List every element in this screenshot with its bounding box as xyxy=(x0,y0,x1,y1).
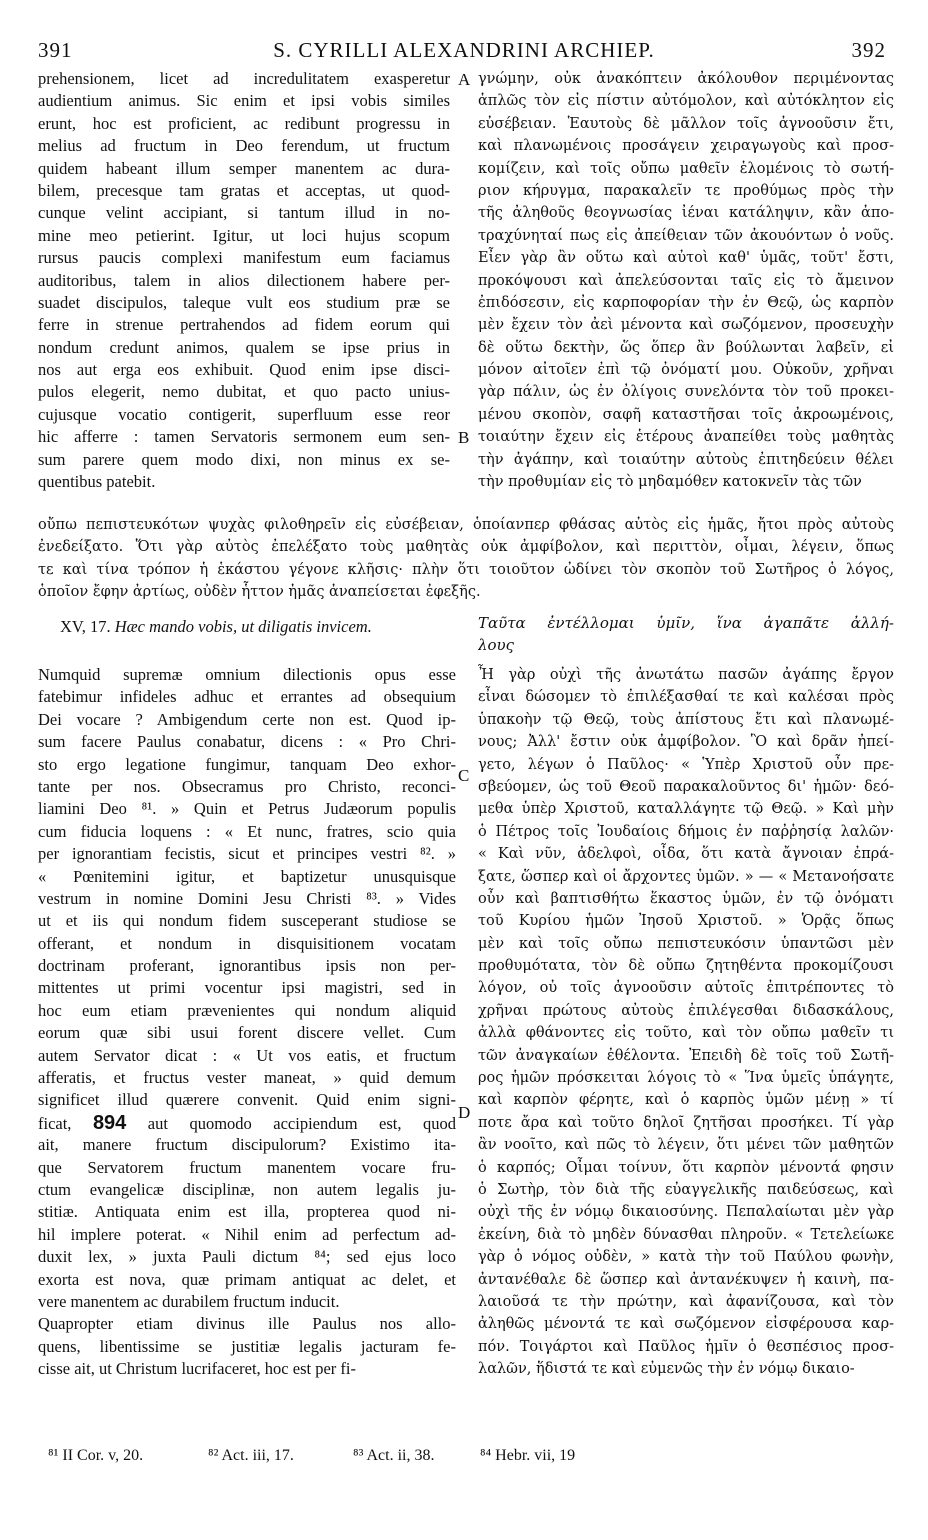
text-line: λόγον, οὐ τοῖς ἀγνοοῦσιν αὐτοῖς ἐπιτρέποντες τὸ xyxy=(478,980,894,997)
text-line: πόν. Τοιγάρτοι καὶ Παῦλος ἡμῖν ὁ θεσπέσιος προσ- xyxy=(478,1338,894,1355)
footnote: ⁸¹ II Cor. v, 20. xyxy=(48,1447,144,1464)
text-line: vere manentem ac durabilem fructum inducit. xyxy=(38,1291,340,1311)
footnote: ⁸⁴ Hebr. vii, 19 xyxy=(480,1447,576,1464)
text-line: Ἦ γὰρ οὐχὶ τῆς ἀνωτάτω πασῶν ἀγάπης ἔργον xyxy=(478,667,894,683)
greek-column-top xyxy=(478,68,894,493)
text-line: Εἶεν γὰρ ἂν οὕτω καὶ αὐτοὶ καθ' ὑμᾶς, τοῦτ' ἔστι, xyxy=(478,250,894,267)
text-line: ἐνεδείξατο. Ὅτι γὰρ αὐτὸς ἐπελέξατο τοὺς μαθητὰς οὐκ ἀμφίβολον, καὶ περιττὸν, οἶμαι, λέγειν, ὅπως xyxy=(38,539,894,556)
section-latin-text: Hæc mando vobis, ut diligatis invicem. xyxy=(114,617,372,636)
text-line: δὲ οὕτω δεκτὴν, ὥς ὅπερ ἂν βούλωνται λαβεῖν, εἰ xyxy=(478,339,894,356)
text-line: per ignorantiam fecistis, sicut et principes vestri ⁸². » xyxy=(38,844,456,864)
text-line: « Pœnitemini igitur, et baptizetur unusquisque xyxy=(38,866,456,886)
text-line: ficat, 894 aut quomodo accipiendum est, quod xyxy=(38,1111,456,1134)
text-line: χρῆναι πρώτους αὐτοὺς ἐπιλέγεσθαι διδασκάλους, xyxy=(478,1002,894,1019)
running-header xyxy=(0,38,928,64)
margin-marker-b: B xyxy=(458,428,470,447)
text-line: ἀλλὰ φθάνοντες εἰς τοῦτο, καὶ τὸν οὔπω μαθεῖν τι xyxy=(478,1025,894,1042)
text-line: eorum quæ sibi usui forent discere vellet. Cum xyxy=(38,1023,456,1043)
text-line: ἀληθῶς μένοντά τε καὶ σωζόμενον εἰσφέρουσα καρ- xyxy=(478,1316,894,1333)
text-line: ctum evangelicæ disciplinæ, non autem legalis ju- xyxy=(38,1179,456,1199)
text-line: ἁπλῶς τὸν εἰς πίστιν αὐτόμολον, καὶ αὐτόκλητον εἰς xyxy=(478,93,894,110)
text-line: καὶ καρπὸν φέρητε, καὶ ὁ καρπὸς ὑμῶν μένῃ » τί xyxy=(478,1092,894,1109)
section-greek-line: λους xyxy=(478,636,515,655)
text-line: οὖν καὶ βαπτισθήτω ἕκαστος ὑμῶν, ἐν τῷ ὀνόματι xyxy=(478,890,894,907)
text-line: γετο, λέγων ὁ Παῦλος· « Ὑπὲρ Χριστοῦ οὖν πρε- xyxy=(478,756,894,773)
text-line: duxit lex, » juxta Pauli dictum ⁸⁴; sed ejus loco xyxy=(38,1247,456,1267)
text-line: μόνον αἰτοῖεν ἐπὶ τῷ ὀνόματί μου. Οὐκοῦν, χρῆναι xyxy=(478,362,894,379)
text-line: ὁ Πέτρος τοῖς Ἰουδαίοις δήμοις ἐν παῤῥησίᾳ λαλῶν· xyxy=(478,823,894,840)
text-line: pulos elegerit, nemo dubitat, et quo pacto unius- xyxy=(38,382,450,402)
text-line: stitiæ. Antiquata enim est illa, propterea quod ni- xyxy=(38,1202,456,1222)
text-line: οὔπω πεπιστευκότων ψυχὰς φιλοθηρεῖν εἰς εὐσέβειαν, ὁποίανπερ φθάσας αὐτὸς εἰς ἡμᾶς, ἤτοι πρὸς αὐτοὺς xyxy=(38,517,894,533)
text-line: λαλῶν, ἥδιστά τε καὶ εὐμενῶς τὴν ἐν νόμῳ δικαιο- xyxy=(478,1361,855,1378)
text-line: cum fiducia loquens : « Et nunc, fratres, scio quia xyxy=(38,821,456,841)
text-line: hic afferre : tamen Servatoris sermonem eum sen- xyxy=(38,427,450,447)
text-line: γνώμην, οὐκ ἀνακόπτειν ἀκόλουθον περιμένοντας xyxy=(478,71,894,87)
text-line: ἀντανέθαλε δὲ ὥσπερ καὶ ἀντανέκυψεν ἡ καινὴ, πα- xyxy=(478,1271,894,1288)
inline-page-number: 894 xyxy=(92,1111,127,1134)
text-line: ποτε ἄρα καὶ τοῦτο δηλοῖ ζητῆσαι προσήκει. Τί γὰρ xyxy=(478,1114,894,1131)
text-line: nos aut erga eos exhibuit. Quod enim ipse disci- xyxy=(38,360,450,380)
left-page-number: 391 xyxy=(38,38,73,62)
text-line: ριον κήρυγμα, παρακαλεῖν τε προθύμως πρὸς τὴν xyxy=(478,182,894,199)
text-line: vestrum in nomine Domini Jesu Christi ⁸³. » Vides xyxy=(38,888,456,908)
text-line: ἐκείνη, διὰ τὸ μηδὲν δύνασθαι πληροῦν. « Τετελείωκε xyxy=(478,1226,894,1243)
text-line: « Καὶ νῦν, ἀδελφοὶ, οἶδα, ὅτι κατὰ ἄγνοιαν ἐπρά- xyxy=(478,846,894,863)
text-line: ἂν νοοῖτο, καὶ πῶς τὸ λέγειν, ὅτι μένει τῶν μαθητῶν xyxy=(478,1137,894,1154)
section-greek-line: Ταῦτα ἐντέλλομαι ὑμῖν, ἵνα ἀγαπᾶτε ἀλλή- xyxy=(478,614,894,632)
text-line: Numquid supremæ omnium dilectionis opus esse xyxy=(38,665,456,684)
text-line: autem Servator dicat : « Ut vos eatis, et fructum xyxy=(38,1045,456,1065)
text-line: exorta est nova, quæ primam antiquat ac delet, et xyxy=(38,1269,456,1289)
text-line: κομίζειν, καὶ τοῖς οὔπω μαθεῖν ἑλομένοις τὸ σωτή- xyxy=(478,160,894,177)
text-line: que Servatorem fructum manentem vocare fru- xyxy=(38,1157,456,1177)
text-line: λαιοῦσά τε τὴν πρώτην, καὶ ἀφανίζουσα, καὶ τὸν xyxy=(478,1293,894,1310)
text-line: ὑπακοὴν τῷ Θεῷ, τοὺς ἀπίστους ἔτι καὶ πλανωμέ- xyxy=(478,711,894,728)
text-line: τὴν προθυμίαν εἰς τὸ μηδαμόθεν κατοκνεῖν τὰς τῶν xyxy=(478,474,862,491)
text-line: οὐχὶ τῆς ἐν νόμῳ δικαιοσύνης. Πεπαλαίωται μὲν γὰρ xyxy=(478,1204,894,1221)
text-line: significet illud quærere convenit. Quid enim signi- xyxy=(38,1090,456,1110)
section-heading-latin xyxy=(60,617,372,637)
text-line: ὁ καρπός; Οἶμαι τοίνυν, ὅτι καρπὸν μένοντά φησιν xyxy=(478,1159,894,1176)
text-line: sum facere Paulus conabatur, dicens : « Pro Chri- xyxy=(38,732,456,752)
text-line: ρος ἡμῶν πρόσκειται λόγοις τὸ « Ἵνα ὑμεῖς ὑπάγητε, xyxy=(478,1070,894,1087)
text-line: τοῦ Κυρίου ἡμῶν Ἰησοῦ Χριστοῦ. » Ὁρᾷς ὅπως xyxy=(478,913,894,930)
text-line: offerant, et nondum in disquisitionem vocatam xyxy=(38,933,456,953)
text-line: doctrinam proferant, ignorantibus ipsis non per- xyxy=(38,956,456,976)
text-line: καὶ πλανωμένοις προσάγειν χειραγωγοὺς καὶ προσ- xyxy=(478,138,894,155)
text-line: quidem habeant illum semper manentem ac dura- xyxy=(38,158,450,178)
margin-marker-a: A xyxy=(458,70,471,89)
latin-column-top xyxy=(38,68,450,493)
section-heading-greek xyxy=(478,611,894,656)
footnote: ⁸³ Act. ii, 38. xyxy=(353,1447,435,1464)
text-line: mine meo petierint. Igitur, ut loci hujus scopum xyxy=(38,225,450,245)
text-line: νους; Ἀλλ' ἔστιν οὐκ ἀμφίβολον. Ὃ καὶ δρᾶν ἠπεί- xyxy=(478,734,894,751)
text-line: Dei vocare ? Ambigendum certe non est. Quod ip- xyxy=(38,709,456,729)
text-line: τῶν ἀναγκαίων ἐθέλοντα. Ἐπειδὴ δὲ τοῖς τοῦ Σωτῆ- xyxy=(478,1047,894,1064)
text-line: sto ergo legatione fungimur, tanquam Deo exhor- xyxy=(38,754,456,774)
text-line: ait, manere fructum discipulorum? Existimo ita- xyxy=(38,1135,456,1155)
text-line: τῆς ἀληθοῦς θεογνωσίας ἰέναι κατάληψιν, κἂν ἀπο- xyxy=(478,205,894,222)
text-line: μεθα ὑπὲρ Χριστοῦ, καταλλάγητε τῷ Θεῷ. » Καὶ μὴν xyxy=(478,801,894,818)
footnote: ⁸² Act. iii, 17. xyxy=(208,1447,294,1464)
text-line: sum parere quem modo dixi, non minus ex se- xyxy=(38,449,450,469)
text-line: quentibus patebit. xyxy=(38,472,156,492)
greek-column-bottom xyxy=(478,664,894,1381)
section-reference: XV, 17. xyxy=(60,617,111,636)
text-line: τοιαύτην ἔχειν εἰς ἑτέρους ἀναπείθει τοὺς μαθητὰς xyxy=(478,429,894,446)
text-line: fatebimur infideles adhuc et errantes ad obsequium xyxy=(38,687,456,707)
text-line: liamini Deo ⁸¹. » Quin et Petrus Judæorum populis xyxy=(38,799,456,819)
text-line: γὰρ πάλιν, ὡς ἐν ὀλίγοις συνελόντα τὸν τοῦ προκει- xyxy=(478,384,894,401)
text-line: εἶναι δώσομεν τὸ ἐπιλέξασθαί τε καὶ καλέσαι πρὸς xyxy=(478,689,894,706)
text-line: cujusque vocatio contigerit, superfluum esse reor xyxy=(38,404,450,424)
margin-marker-c: C xyxy=(458,766,470,785)
text-line: prehensionem, licet ad incredulitatem exasperetur xyxy=(38,69,450,88)
text-line: mittentes ut primi vocentur ipsi magistri, sed in xyxy=(38,978,456,998)
text-line: ἐπιδόσεσιν, εἰς καρποφορίαν τὴν ἐν Θεῷ, ὡς καρπὸν xyxy=(478,294,894,311)
text-line: προκόψουσι καὶ ἀπελεύσονται ταῖς εἰς τὸ ἄμεινον xyxy=(478,272,894,289)
text-line: hil implere poterat. « Nihil enim ad perfectum ad- xyxy=(38,1224,456,1244)
text-line: μὲν ἔχειν τὸν ἀεὶ μένοντα καὶ σωζόμενον, προσευχὴν xyxy=(478,317,894,334)
margin-marker-d: D xyxy=(458,1103,471,1122)
text-line: ut et iis qui nondum fidem susceperant studiose se xyxy=(38,911,456,931)
text-line: cunque velint accipiant, si tantum illud in no- xyxy=(38,203,450,223)
text-line: ξατε, ὥσπερ καὶ οἱ ἄρχοντες ὑμῶν. » — « Μετανοήσατε xyxy=(478,868,894,885)
text-line: Quapropter etiam divinus ille Paulus nos allo- xyxy=(38,1314,456,1334)
text-line: σβεύομεν, ὡς τοῦ Θεοῦ παρακαλοῦντος δι' ἡμῶν· δεό- xyxy=(478,778,894,795)
text-line: quens, libentissime se justitiæ legalis jacturam fe- xyxy=(38,1336,456,1356)
text-line: hoc eum etiam prævenientes qui nondum aliquid xyxy=(38,1000,456,1020)
text-line: τραχύνηταί πως εἰς ἀπείθειαν τῶν ἀκουόντων ὁ νοῦς. xyxy=(478,227,894,244)
text-line: εὐσέβειαν. Ἑαυτοὺς δὲ μᾶλλον τοῖς ἀγνοοῦσιν ἔτι, xyxy=(478,115,894,132)
text-line: μὲν καὶ τοῖς οὔπω πεπιστευκόσιν ὑπαντῶσι μὲν xyxy=(478,935,894,952)
greek-full-width-text xyxy=(38,514,894,604)
text-line: bilem, precesque tam gratas et acceptas, ut quod- xyxy=(38,180,450,200)
text-line: suadet discipulos, taleque vult eos studium præ se xyxy=(38,292,450,312)
text-line: rursus paucis complexi manifestum eum faciamus xyxy=(38,248,450,268)
right-page-number: 392 xyxy=(851,38,886,62)
text-line: audientium animus. Sic enim et ipsi vobis similes xyxy=(38,91,450,111)
text-line: τε καὶ τίνα τρόπον ἡ ἑκάστου γέγονε κλῆσις· πλὴν ὅτι τοιοῦτον ὠδίνει τὸν σκοπὸν τοῦ Σωτῆρος ὁ λόγος, xyxy=(38,561,894,578)
text-line: cisse ait, ut Christum lucrifaceret, hoc est per fi- xyxy=(38,1359,356,1379)
text-line: ὁ Σωτὴρ, τὸν διὰ τῆς εὐαγγελικῆς παιδεύσεως, καὶ xyxy=(478,1181,894,1198)
text-line: melius ad fructum in Deo ferendum, ut fructum xyxy=(38,136,450,156)
text-line: προθυμότατα, τὸν δὲ οὔπω ζητηθέντα προκομίζουσι xyxy=(478,958,894,975)
text-line: tante per nos. Obsecramus pro Christo, reconci- xyxy=(38,776,456,796)
latin-column-bottom xyxy=(38,664,456,1381)
text-line: afferatis, et fructus vester maneat, » quid demum xyxy=(38,1068,456,1088)
text-line: nondum credunt animos, qualem se ipse prius in xyxy=(38,337,450,357)
running-title: S. CYRILLI ALEXANDRINI ARCHIEP. xyxy=(273,38,655,62)
text-line: μένου σκοπὸν, σαφῆ καταστῆσαι τοῖς ἀκροωμένοις, xyxy=(478,406,894,423)
text-line: erunt, hoc est proficient, ac redibunt progressu in xyxy=(38,113,450,133)
text-line: auditoribus, talem in alios dilectionem habere per- xyxy=(38,270,450,290)
text-line: τὴν ἀγάπην, καὶ τοιαύτην αὐτοὺς ἐπιτηδεύειν θέλει xyxy=(478,451,894,468)
text-line: ὁποῖον ἔφην ἀρτίως, οὐδὲν ἧττον ἡμᾶς ἀναπείσεται ἐφεξῆς. xyxy=(38,584,481,601)
text-line: ferre in strenue pertrahendos ad fidem eorum qui xyxy=(38,315,450,335)
text-line: γὰρ ὁ νόμος οὐδὲν, » κατὰ τὴν τοῦ Παύλου φωνὴν, xyxy=(478,1249,894,1266)
